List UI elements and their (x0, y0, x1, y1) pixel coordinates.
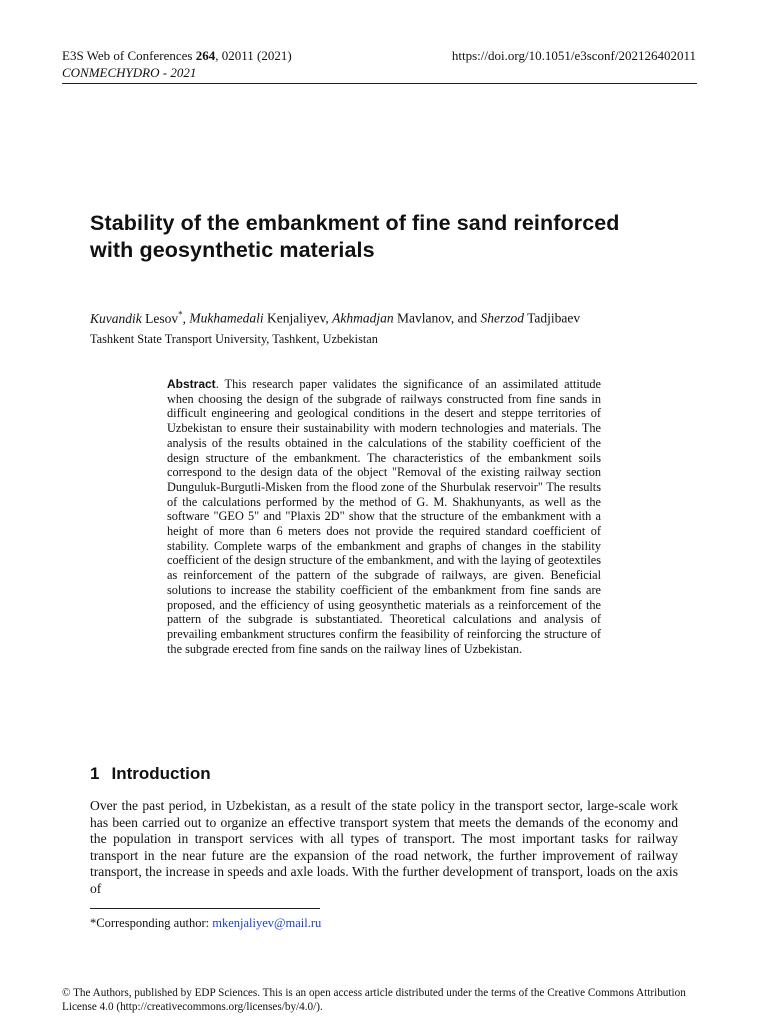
conference-name: CONMECHYDRO - 2021 (62, 65, 197, 80)
abstract-label: Abstract (167, 377, 216, 391)
section-title: Introduction (111, 764, 211, 783)
section-heading (90, 763, 211, 785)
abstract-text: . This research paper validates the significance of an assimilated attitude when choosing the design of the subgrade of railways constructed from fine sands in difficult engineering and geological conditions in the desert and steppe territories of Uzbekistan to ensure their sustainability with modern technologies and materials. The analysis of the results obtained in the calculations of the stability coefficient of the design structure of the embankment. The characteristics of the embankment soils correspond to the design data of the object "Removal of the existing railway section Dunguluk-Burgutli-Misken from the flood zone of the Shurbulak reservoir" The results of the calculations performed by the method of G. M. Shakhunyants, as well as the software "GEO 5" and "Plaxis 2D" show that the structure of the embankment with a height of more than 6 meters does not provide the required standard coefficient of stability. Complete warps of the embankment and graphs of changes in the stability coefficient of the design structure of the embankment, and with the laying of geotextiles as reinforcement of the pattern of the subgrade of railways, are given. Beneficial solutions to increase the stability coefficient of the embankment from fine sands are proposed, and the efficiency of using geosynthetic materials as a reinforcement of the pattern of the subgrade is substantiated. Theoretical calculations and analysis of prevailing embankment structures confirm the feasibility of reinforcing the structure of the subgrade erected from fine sands on the railway lines of Uzbekistan. (167, 377, 601, 656)
journal-citation: E3S Web of Conferences 264, 02011 (2021) (62, 48, 292, 63)
abstract (167, 377, 601, 656)
author: Akhmadjan Mavlanov, and (332, 310, 481, 326)
author-list (90, 305, 690, 328)
author: Sherzod Tadjibaev (480, 310, 581, 326)
affiliation: Tashkent State Transport University, Tashkent, Uzbekistan (90, 332, 378, 346)
introduction-paragraph: Over the past period, in Uzbekistan, as a result of the state policy in the transport sector, large-scale work has been carried out to organize an effective transport system that meets the demands of the economy and the population in transport services with all types of transport. The most important tasks for railway transport in the near future are the expansion of the road network, the further improvement of railway transport, the increase in speeds and axle loads. With the further development of transport, loads on the axis of (90, 798, 678, 896)
author: Mukhamedali Kenjaliyev, (189, 310, 333, 326)
footnote-divider (90, 908, 320, 909)
email-link[interactable]: mkenjaliyev@mail.ru (212, 916, 322, 930)
header-divider (62, 83, 697, 84)
running-header (62, 47, 292, 81)
license-notice: © The Authors, published by EDP Sciences. This is an open access article distributed under the terms of the Creative Commons Attribution License 4.0 (http://creativecommons.org/licenses/by/4.0/). (62, 987, 686, 1013)
doi-link[interactable]: https://doi.org/10.1051/e3sconf/202126402011 (451, 48, 696, 63)
volume-number: 264 (195, 48, 216, 63)
author: Kuvandik Lesov*, (90, 309, 190, 326)
paper-title: Stability of the embankment of fine sand reinforced with geosynthetic materials (90, 211, 620, 262)
section-number: 1 (90, 764, 100, 783)
corresponding-author-footnote: *Corresponding author: mkenjaliyev@mail.ru (90, 916, 322, 930)
